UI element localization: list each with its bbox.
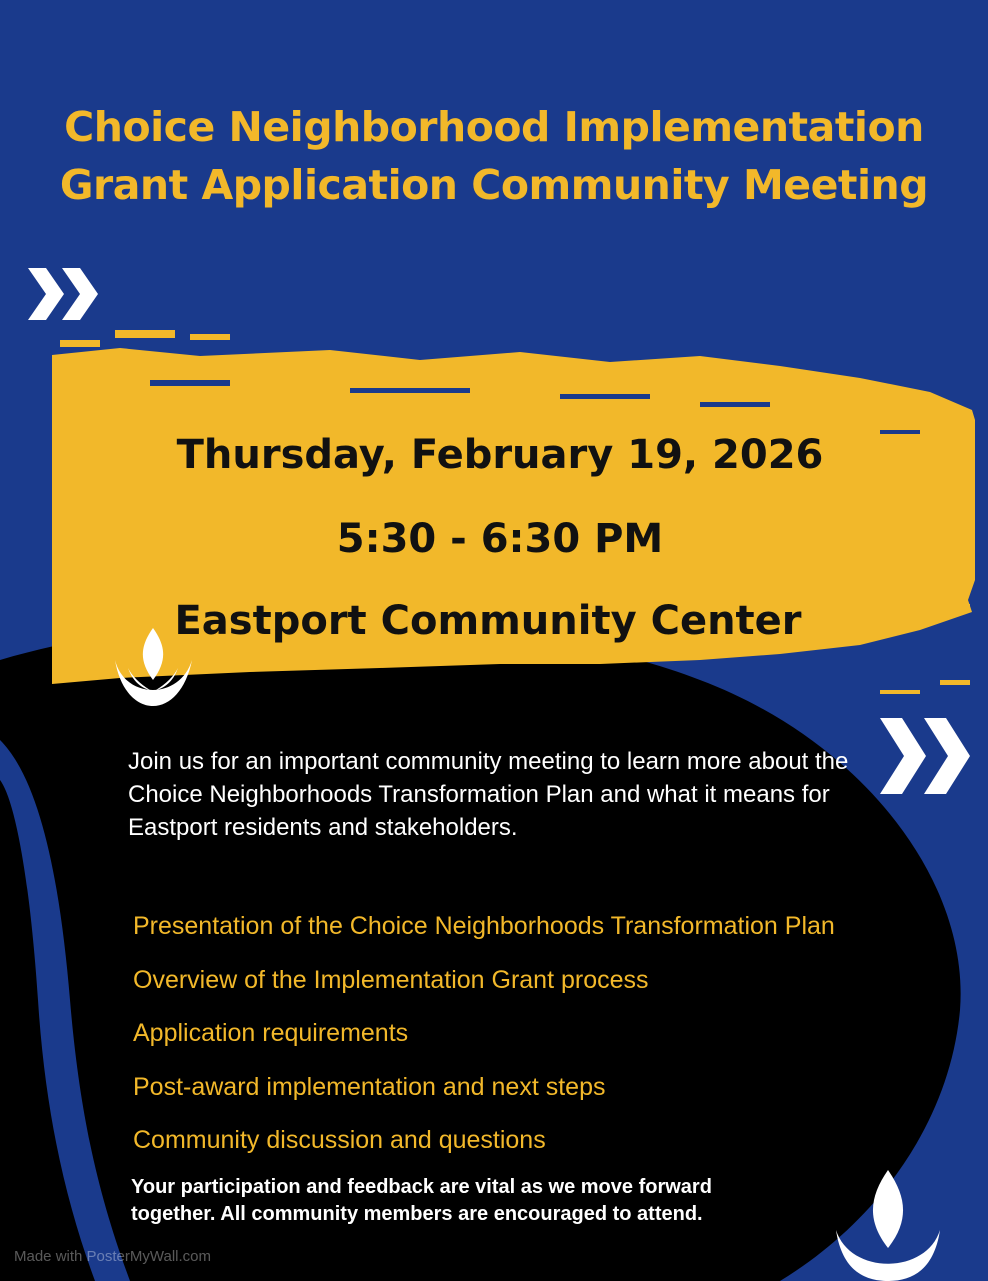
brush-speck bbox=[560, 394, 650, 399]
list-item: Overview of the Implementation Grant process bbox=[133, 965, 649, 994]
list-item: Application requirements bbox=[133, 1019, 409, 1047]
list-item: Post-award implementation and next steps bbox=[133, 1072, 606, 1101]
chevron-double-right-icon bbox=[28, 268, 98, 320]
poster-title bbox=[0, 98, 988, 214]
brush-speck bbox=[150, 380, 230, 386]
brush-speck bbox=[350, 388, 470, 393]
brush-fragment bbox=[60, 340, 100, 347]
event-location: Eastport Community Center bbox=[174, 598, 802, 644]
brush-fragment bbox=[190, 334, 230, 340]
event-time: 5:30 - 6:30 PM bbox=[336, 516, 664, 562]
brush-fragment bbox=[115, 330, 175, 338]
title-line-2: Grant Application Community Meeting bbox=[59, 161, 929, 209]
agenda-list bbox=[133, 900, 835, 1168]
closing-paragraph: Your participation and feedback are vital as we move forward together. All community members are encouraged to attend. bbox=[131, 1176, 712, 1225]
brush-fragment bbox=[880, 690, 920, 694]
intro-paragraph: Join us for an important community meeting to learn more about the Choice Neighborhoods Transformation Plan and what it means for Eastport residents and stakeholders. bbox=[128, 748, 849, 841]
event-date: Thursday, February 19, 2026 bbox=[176, 432, 824, 478]
list-item: Community discussion and questions bbox=[133, 1126, 546, 1154]
brush-fragment bbox=[940, 680, 970, 685]
brush-speck bbox=[700, 402, 770, 407]
watermark: Made with PosterMyWall.com bbox=[14, 1248, 211, 1265]
title-line-1: Choice Neighborhood Implementation bbox=[64, 103, 924, 151]
list-item: Presentation of the Choice Neighborhoods Transformation Plan bbox=[133, 912, 835, 940]
chevron-double-right-icon bbox=[880, 718, 970, 794]
